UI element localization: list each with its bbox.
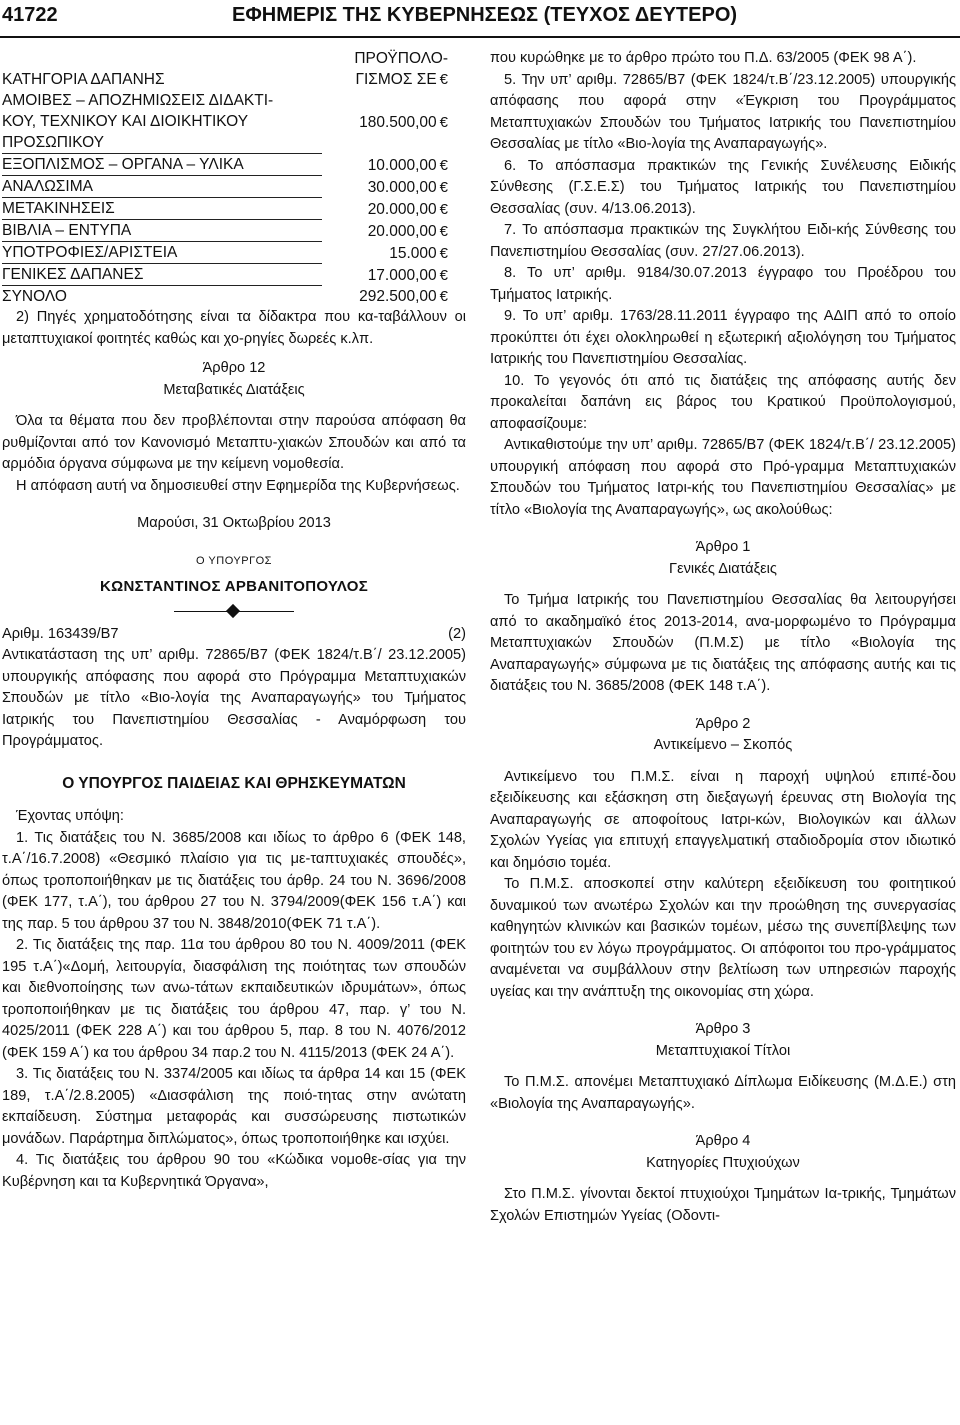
having-regard: Έχοντας υπόψη: (16, 808, 124, 824)
consideration-item: 5. Την υπ’ αριθμ. 72865/Β7 (ΦΕΚ 1824/τ.Β΄/23.12.2005) υπουργικής απόφασης που αφορά στην «Έγκριση του Προγράμματος Μεταπτυχιακών Σπουδών του Τμήματος Ιατρικής του Πανεπιστημίου Θεσσαλίας με τίτλο «Βιο-λογία της Αναπαραγωγής». (490, 71, 956, 152)
article-4-subtitle: Κατηγορίες Πτυχιούχων (646, 1154, 800, 1171)
article-3-title: Άρθρο 3 (695, 1021, 751, 1037)
budget-row: ΜΕΤΑΚΙΝΗΣΕΙΣ 20.000,00 € (2, 198, 454, 220)
article-2-subtitle: Αντικείμενο – Σκοπός (653, 737, 793, 753)
gazette-title: ΕΦΗΜΕΡΙΣ ΤΗΣ ΚΥΒΕΡΝΗΣΕΩΣ (ΤΕΥΧΟΣ ΔΕΥΤΕΡΟ) (232, 4, 738, 26)
budget-header: ΠΡΟΫΠΟΛΟ- ΓΙΣΜΟΣ ΣΕ € (354, 50, 448, 88)
budget-row: ΓΕΝΙΚΕΣ ΔΑΠΑΝΕΣ 17.000,00 € (2, 264, 454, 286)
ministry-heading: Ο ΥΠΟΥΡΓΟΣ ΠΑΙΔΕΙΑΣ ΚΑΙ ΘΡΗΣΚΕΥΜΑΤΩΝ (62, 774, 406, 792)
article-1-title: Άρθρο 1 (695, 539, 751, 555)
article-12-paragraph: Όλα τα θέματα που δεν προβλέπονται στην παρούσα απόφαση θα ρυθμίζονται από τον Κανονισμό Μεταπτυ-χιακών Σπουδών και από τα αρμόδια όργανα σύμφωνα με την κείμενη νομοθεσία. (2, 413, 466, 472)
decision-number-row (2, 624, 466, 646)
article-2-paragraph: Αντικείμενο του Π.Μ.Σ. είναι η παροχή υψηλού επιπέ-δου εξειδίκευσης και εξάσκηση στη διεξαγωγή έρευνας στη Βιολογία της Αναπαραγωγής σε αποφοίτους Ιατρι-κών, Βιολογικών και άλλων Σχολών Υγείας για επιτυχή επαγγελματική σταδιοδρομία στον ιδιωτικό και δημόσιο τομέα. (490, 768, 956, 871)
article-12-subtitle: Μεταβατικές Διατάξεις (163, 381, 305, 398)
consideration-item: 3. Τις διατάξεις του Ν. 3374/2005 και ιδίως τα άρθρα 14 και 15 (ΦΕΚ 189, τ.Α΄/2.8.2005) «Διασφάλιση της ποιό-τητας στην ανώτατη εκπαίδευση. Σύστημα μεταφοράς και συσσώρευσης πιστωτικών μονάδων. Παράρτημα διπλώματος», όπως τροποποιήθηκε και ισχύει. (2, 1066, 466, 1147)
consideration-item: 1. Τις διατάξεις του Ν. 3685/2008 και ιδίως το άρθρο 6 (ΦΕΚ 148, τ.Α΄/16.7.2008) «Θεσμικό πλαίσιο για τις με-ταπτυχιακές σπουδές», όπως τροποποιήθηκαν με τις διατάξεις του άρθρ. 24 του Ν. 3696/2008 (ΦΕΚ 177, τ.Α΄), του άρθρου 27 του Ν. 3794/2009(ΦΕΚ 156 τ.Α΄) και της παρ. 5 του άρθρου 37 του Ν. 3848/2010(ΦΕΚ 71 τ.Α΄). (2, 829, 466, 932)
budget-row: ΕΞΟΠΛΙΣΜΟΣ – ΟΡΓΑΝΑ – ΥΛΙΚΑ 10.000,00 € (2, 154, 454, 176)
decision-subject: Αντικατάσταση της υπ’ αριθμ. 72865/Β7 (ΦΕΚ 1824/τ.Β΄/ 23.12.2005) υπουργικής απόφασης που αφορά στο Πρόγραμμα Μεταπτυχιακών Σπουδών με τίτλο «Βιο-λογία της Αναπαραγωγής» του Τμήματος Ιατρικής του Πανεπιστημίου Θεσσαλίας - Αναμόρφωση του Προγράμματος. (2, 647, 466, 749)
right-column (490, 48, 956, 1227)
budget-row: ΥΠΟΤΡΟΦΙΕΣ/ΑΡΙΣΤΕΙΑ 15.000 € (2, 242, 454, 264)
consideration-item: 9. Το υπ’ αριθμ. 1763/28.11.2011 έγγραφο της ΑΔΙΠ από το οποίο προκύπτει ότι έχει ολοκληρωθεί η εξωτερική αξιολόγηση του Τμήματος Ιατρικής του Πανεπιστημίου Θεσσαλίας. (490, 308, 956, 367)
replacement-paragraph: Αντικαθιστούμε την υπ’ αριθμ. 72865/Β7 (ΦΕΚ 1824/τ.Β΄/ 23.12.2005) υπουργική απόφαση που αφορά στο Πρό-γραμμα Μεταπτυχιακών Σπουδών του Τμήματος Ιατρι-κής του Πανεπιστημίου Θεσσαλίας» με τίτλο «Βιολογία της Αναπαραγωγής», ως ακολούθως: (490, 437, 956, 518)
article-4-paragraph: Στο Π.Μ.Σ. γίνονται δεκτοί πτυχιούχοι Τμημάτων Ια-τρικής, Τμημάτων Σχολών Επιστημών Υγείας (Οδοντι- (490, 1186, 956, 1224)
page-header (0, 0, 960, 30)
article-3-paragraph: Το Π.Μ.Σ. απονέμει Μεταπτυχιακό Δίπλωμα Ειδίκευσης (Μ.Δ.Ε.) στη «Βιολογία της Αναπαραγωγής». (490, 1074, 956, 1112)
consideration-item: 10. Το γεγονός ότι από τις διατάξεις της απόφασης αυτής δεν προκαλείται δαπάνη εις βάρος του Κρατικού Προϋπολογισμού, αποφασίζουμε: (490, 372, 956, 432)
article-1-paragraph: Το Τμήμα Ιατρικής του Πανεπιστημίου Θεσσαλίας θα λειτουργήσει από το ακαδημαϊκό έτος 2013-2014, ανα-μορφωμένο το Πρόγραμμα Μεταπτυχιακών Σπουδών (Π.Μ.Σ) με τίτλο «Βιολογία της Αναπαραγωγής» σύμφωνα με τις διατάξεις της απόφασης αυτής και τις διατάξεις του Ν. 3685/2008 (ΦΕΚ 148 τ.Α΄). (490, 592, 956, 694)
budget-table (2, 48, 454, 307)
consideration-item: 7. Το απόσπασμα πρακτικών της Συγκλήτου Ειδι-κής Σύνθεσης του Πανεπιστημίου Θεσσαλίας (συν. 27/27.06.2013). (490, 222, 956, 260)
publication-paragraph: Η απόφαση αυτή να δημοσιευθεί στην Εφημερίδα της Κυβερνήσεως. (16, 477, 460, 494)
decision-number: Αριθμ. 163439/Β7 (2, 625, 119, 642)
budget-row: ΑΝΑΛΩΣΙΜΑ 30.000,00 € (2, 176, 454, 198)
left-column (2, 48, 466, 1193)
funding-paragraph: 2) Πηγές χρηματοδότησης είναι τα δίδακτρα που κα-ταβάλλουν οι μεταπτυχιακοί φοιτητές καθώς και χο-ρηγίες δωρεές κ.λπ. (2, 309, 466, 347)
budget-row: ΒΙΒΛΙΑ – ΕΝΤΥΠΑ 20.000,00 € (2, 220, 454, 242)
consideration-item: 8. Το υπ’ αριθμ. 9184/30.07.2013 έγγραφο του Προέδρου του Τμήματος Ιατρικής. (490, 265, 956, 303)
article-3-subtitle: Μεταπτυχιακοί Τίτλοι (655, 1042, 791, 1059)
budget-header-row (2, 48, 454, 90)
minister-name: ΚΩΝΣΤΑΝΤΙΝΟΣ ΑΡΒΑΝΙΤΟΠΟΥΛΟΣ (99, 578, 368, 595)
article-2-title: Άρθρο 2 (695, 715, 751, 732)
continued-paragraph: που κυρώθηκε με το άρθρο πρώτο του Π.Δ. 63/2005 (ΦΕΚ 98 Α΄). (490, 50, 917, 66)
article-1-subtitle: Γενικές Διατάξεις (669, 560, 777, 577)
place-date: Μαρούσι, 31 Οκτωβρίου 2013 (137, 515, 331, 531)
header-rule (0, 36, 960, 38)
consideration-item: 6. Το απόσπασμα πρακτικών της Γενικής Συνέλευσης Ειδικής Σύνθεσης (Γ.Σ.Ε.Σ) του Τμήματος Ιατρικής του Πανεπιστημίου Θεσσαλίας (συν. 4/13.06.2013). (490, 157, 956, 217)
page-number: 41722 (2, 4, 58, 26)
decision-index: (2) (448, 625, 466, 642)
article-4-title: Άρθρο 4 (695, 1133, 751, 1149)
category-header: ΚΑΤΗΓΟΡΙΑ ΔΑΠΑΝΗΣ (2, 71, 165, 88)
consideration-item: 4. Τις διατάξεις του άρθρου 90 του «Κώδικα νομοθε-σίας για την Κυβέρνηση και τα Κυβερνητικά Όργανα», (2, 1152, 466, 1190)
minister-label: Ο ΥΠΟΥΡΓΟΣ (196, 554, 272, 567)
article-12-title: Άρθρο 12 (202, 360, 266, 376)
section-divider (174, 604, 294, 618)
article-2-paragraph: Το Π.Μ.Σ. αποσκοπεί στην καλύτερη εξειδίκευση του φοιτητικού δυναμικού των ανωτέρω Σχολών και την προώθηση της συνεργασίας καθηγητών κλινικών και βασικών τομέων, μέσω της συνεπίβλεψης των φοιτητών του εν λόγω προγράμματος. Οι απόφοιτοι του προ-γράμματος αναμένεται να συμβάλλουν στην βελτίωση των υπηρεσιών παροχής υγείας και την ανάπτυξη της οικονομίας στη χώρα. (490, 876, 956, 1000)
budget-total-row: ΣΥΝΟΛΟ 292.500,00 € (2, 288, 448, 305)
budget-row: ΑΜΟΙΒΕΣ – ΑΠΟΖΗΜΙΩΣΕΙΣ ΔΙΔΑΚΤΙ- ΚΟΥ, ΤΕΧΝΙΚΟΥ ΚΑΙ ΔΙΟΙΚΗΤΙΚΟΥ ΠΡΟΣΩΠΙΚΟΥ 180.500,00 € (2, 90, 454, 154)
consideration-item: 2. Τις διατάξεις της παρ. 11α του άρθρου 80 του Ν. 4009/2011 (ΦΕΚ 195 τ.Α΄)«Δομή, λειτουργία, διασφάλιση της ποιότητας των σπουδών και διεθνοποίησης των ανω-τάτων εκπαιδευτικών ιδρυμάτων», όπως τροποποιήθηκαν με τις διατάξεις του άρθρου 47, παρ. γ’ του Ν. 4025/2011 (ΦΕΚ 228 Α΄) και του άρθρου 5, παρ. 8 του Ν. 4076/2012 (ΦΕΚ 159 Α΄) κα του άρθρου 34 παρ.2 του Ν. 4115/2013 (ΦΕΚ 24 Α΄). (2, 937, 466, 1061)
